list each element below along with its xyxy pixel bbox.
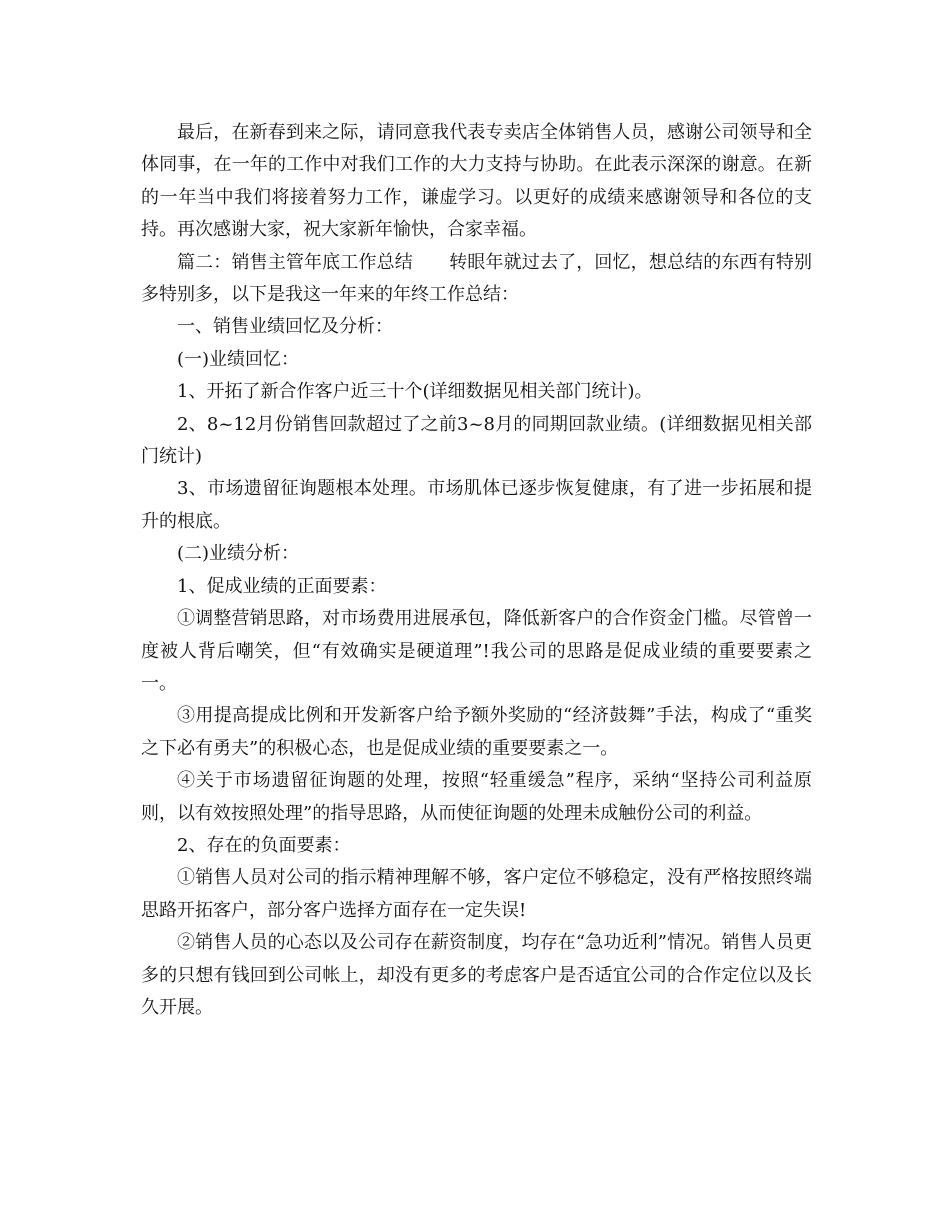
negative-factor-mindset: ②销售人员的心态以及公司存在薪资制度，均存在“急功近利”情况。销售人员更多的只想有钱回到公司帐上，却没有更多的考虑客户是否适宜公司的合作定位以及长久开展。 [141, 932, 812, 1018]
list-item-payment-collection: 2、8~12月份销售回款超过了之前3~8月的同期回款业绩。(详细数据见相关部门统计) [141, 413, 812, 468]
document-body [141, 117, 812, 1024]
paragraph-closing-thanks: 最后，在新春到来之际，请同意我代表专卖店全体销售人员，感谢公司领导和全体同事，在一年的工作中对我们工作的大力支持与协助。在此表示深深的谢意。在新的一年当中我们将接着努力工作，谦虚学习。以更好的成绩来感谢领导和各位的支持。再次感谢大家，祝大家新年愉快，合家幸福。 [141, 122, 812, 241]
positive-factor-legacy-issues: ④关于市场遗留征询题的处理，按照“轻重缓急”程序，采纳“坚持公司利益原则，以有效按照处理”的指导思路，从而使征询题的处理未成触份公司的利益。 [141, 770, 812, 824]
list-item-new-clients: 1、开拓了新合作客户近三十个(详细数据见相关部门统计)。 [177, 381, 653, 403]
positive-factor-marketing: ①调整营销思路，对市场费用进展承包，降低新客户的合作资金门槛。尽管曾一度被人背后嘲笑，但“有效确实是硬道理”!我公司的思路是促成业绩的重要要素之一。 [141, 608, 812, 694]
list-item-market-issues: 3、市场遗留征询题根本处理。市场肌体已逐步恢复健康，有了进一步拓展和提升的根底。 [141, 478, 812, 532]
negative-factor-understanding: ①销售人员对公司的指示精神理解不够，客户定位不够稳定，没有严格按照终端思路开拓客户，部分客户选择方面存在一定失误! [141, 867, 812, 921]
paragraph-part-two-intro: 篇二：销售主管年底工作总结 转眼年就过去了，回忆，想总结的东西有特别多特别多，以下是我这一年来的年终工作总结： [141, 251, 812, 306]
subheading-performance-analysis: (二)业绩分析： [177, 543, 300, 565]
list-item-negative-factors: 2、存在的负面要素： [177, 834, 351, 856]
positive-factor-incentives: ③用提高提成比例和开发新客户给予额外奖励的“经济鼓舞”手法，构成了“重奖之下必有勇夫”的积极心态，也是促成业绩的重要要素之一。 [141, 705, 812, 759]
list-item-positive-factors: 1、促成业绩的正面要素： [177, 575, 387, 597]
subheading-performance-review: (一)业绩回忆： [177, 348, 300, 370]
heading-sales-review: 一、销售业绩回忆及分析： [177, 316, 393, 338]
